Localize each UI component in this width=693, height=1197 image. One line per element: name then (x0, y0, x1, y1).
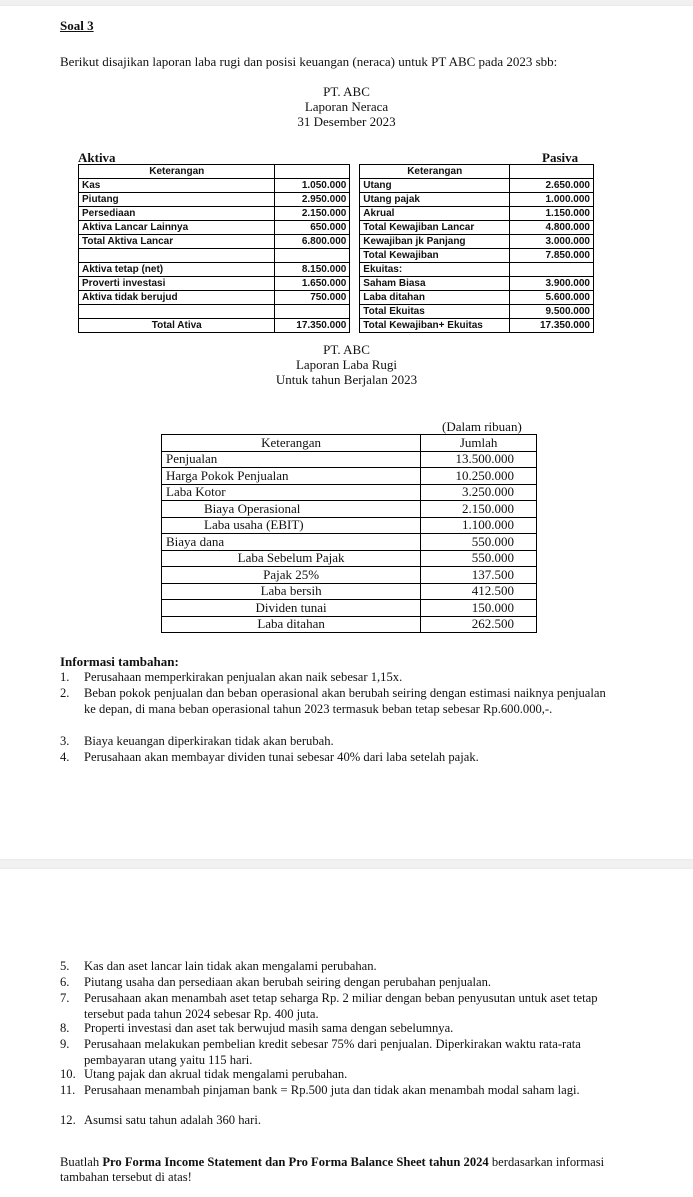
bs-aktiva-label: Piutang (79, 193, 275, 207)
info-item-text: Asumsi satu tahun adalah 360 hari. (84, 1113, 261, 1127)
document-page-2 (0, 869, 693, 1197)
info-item-number: 6. (60, 975, 70, 989)
is-row-value: 550.000 (421, 550, 537, 567)
info-item-number: 9. (60, 1037, 70, 1051)
bs-pasiva-value: 7.850.000 (510, 249, 594, 263)
bs-row (79, 319, 594, 333)
final-prefix: Buatlah (60, 1155, 103, 1169)
is-header-value: Jumlah (421, 435, 537, 452)
income-statement-table (161, 434, 537, 633)
aktiva-label: Aktiva (78, 150, 116, 165)
info-item-text: Beban pokok penjualan dan beban operasional akan berubah seiring dengan estimasi naiknya penjualan ke depan, di mana beban operasional tahun 2023 termasuk beban tetap sebesar Rp.600.000,-. (84, 686, 606, 716)
bs-aktiva-label: Persediaan (79, 207, 275, 221)
bs-aktiva-value: 6.800.000 (275, 235, 350, 249)
bs-pasiva-label: Total Kewajiban Lancar (360, 221, 510, 235)
info-item-text: Perusahaan melakukan pembelian kredit sebesar 75% dari penjualan. Diperkirakan waktu rata-rata pembayaran utang yaitu 115 hari. (84, 1037, 581, 1067)
is-row-value: 3.250.000 (421, 484, 537, 501)
info-item-text: Properti investasi dan aset tak berwujud masih sama dengan sebelumnya. (84, 1021, 454, 1035)
bs-header-left: Keterangan (79, 165, 275, 179)
is-row (162, 600, 537, 617)
bs-row (79, 193, 594, 207)
bs-aktiva-label: Kas (79, 179, 275, 193)
question-title: Soal 3 (60, 18, 94, 33)
info-item-text: Kas dan aset lancar lain tidak akan mengalami perubahan. (84, 959, 377, 973)
final-bold: Pro Forma Income Statement dan Pro Forma Balance Sheet tahun 2024 (102, 1155, 489, 1169)
info-item-text: Perusahaan akan membayar dividen tunai sebesar 40% dari laba setelah pajak. (84, 750, 479, 764)
info-item-number: 8. (60, 1021, 70, 1035)
bs-pasiva-value: 2.650.000 (510, 179, 594, 193)
bs-row (79, 305, 594, 319)
bs-aktiva-value: 2.150.000 (275, 207, 350, 221)
bs-aktiva-label (79, 305, 275, 319)
bs-row (79, 291, 594, 305)
is-header-row (162, 435, 537, 452)
balance-sheet-table (78, 164, 594, 333)
is-row-label: Laba bersih (162, 583, 421, 600)
is-row (162, 517, 537, 534)
bs-pasiva-label: Laba ditahan (360, 291, 510, 305)
pasiva-label: Pasiva (542, 150, 579, 165)
is-period: Untuk tahun Berjalan 2023 (275, 372, 418, 387)
is-row-value: 550.000 (421, 534, 537, 551)
intro-text: Berikut disajikan laporan laba rugi dan posisi keuangan (neraca) untuk PT ABC pada 2023 sbb: (60, 54, 558, 69)
bs-row (79, 263, 594, 277)
bs-pasiva-value: 17.350.000 (510, 319, 594, 333)
info-item-number: 10. (60, 1067, 76, 1081)
info-item-number: 2. (60, 686, 70, 700)
info-item-number: 3. (60, 734, 70, 748)
bs-date: 31 Desember 2023 (297, 114, 396, 129)
bs-aktiva-label (79, 249, 275, 263)
is-row-label: Laba ditahan (162, 616, 421, 633)
is-row (162, 534, 537, 551)
bs-aktiva-value: 8.150.000 (275, 263, 350, 277)
is-row-value: 1.100.000 (421, 517, 537, 534)
bs-aktiva-label: Total Aktiva Lancar (79, 235, 275, 249)
is-company: PT. ABC (323, 342, 370, 357)
bs-aktiva-value: 17.350.000 (275, 319, 350, 333)
bs-company: PT. ABC (323, 84, 370, 99)
bs-aktiva-value: 650.000 (275, 221, 350, 235)
info-item-text: Utang pajak dan akrual tidak mengalami perubahan. (84, 1067, 348, 1081)
info-item-number: 1. (60, 670, 70, 684)
bs-pasiva-value: 5.600.000 (510, 291, 594, 305)
bs-title: Laporan Neraca (304, 99, 389, 114)
bs-row (79, 207, 594, 221)
bs-row (79, 235, 594, 249)
info-title: Informasi tambahan: (60, 654, 179, 669)
bs-pasiva-label: Kewajiban jk Panjang (360, 235, 510, 249)
bs-aktiva-label: Total Ativa (79, 319, 275, 333)
info-item-number: 5. (60, 959, 70, 973)
is-row-value: 150.000 (421, 600, 537, 617)
bs-aktiva-label: Aktiva tidak berujud (79, 291, 275, 305)
bs-pasiva-label: Total Kewajiban (360, 249, 510, 263)
bs-aktiva-value: 1.050.000 (275, 179, 350, 193)
bs-aktiva-value: 750.000 (275, 291, 350, 305)
is-row-value: 10.250.000 (421, 468, 537, 485)
bs-aktiva-value (275, 305, 350, 319)
bs-aktiva-value (275, 249, 350, 263)
is-row-value: 137.500 (421, 567, 537, 584)
bs-header-right: Keterangan (360, 165, 510, 179)
bs-row (79, 179, 594, 193)
is-row-label: Laba Sebelum Pajak (162, 550, 421, 567)
bs-pasiva-value: 4.800.000 (510, 221, 594, 235)
is-unit: (Dalam ribuan) (442, 419, 522, 434)
bs-pasiva-label: Total Ekuitas (360, 305, 510, 319)
bs-aktiva-value: 1.650.000 (275, 277, 350, 291)
is-row (162, 468, 537, 485)
final-suffix: berdasarkan informasi tambahan tersebut di atas! (60, 1155, 605, 1184)
info-item-number: 12. (60, 1113, 76, 1127)
bs-pasiva-label: Ekuitas: (360, 263, 510, 277)
is-row (162, 616, 537, 633)
bs-row (79, 221, 594, 235)
bs-pasiva-label: Akrual (360, 207, 510, 221)
bs-row (79, 277, 594, 291)
bs-pasiva-value: 9.500.000 (510, 305, 594, 319)
is-row (162, 451, 537, 468)
bs-pasiva-value (510, 263, 594, 277)
bs-pasiva-label: Total Kewajiban+ Ekuitas (360, 319, 510, 333)
bs-aktiva-label: Aktiva tetap (net) (79, 263, 275, 277)
bs-pasiva-value: 1.150.000 (510, 207, 594, 221)
bs-aktiva-value: 2.950.000 (275, 193, 350, 207)
is-row (162, 583, 537, 600)
bs-aktiva-label: Aktiva Lancar Lainnya (79, 221, 275, 235)
is-row-label: Penjualan (162, 451, 421, 468)
bs-aktiva-label: Proverti investasi (79, 277, 275, 291)
is-row-label: Biaya dana (162, 534, 421, 551)
bs-pasiva-value: 3.000.000 (510, 235, 594, 249)
is-row-value: 13.500.000 (421, 451, 537, 468)
is-row-value: 262.500 (421, 616, 537, 633)
bs-pasiva-value: 1.000.000 (510, 193, 594, 207)
is-row (162, 501, 537, 518)
info-item-text: Piutang usaha dan persediaan akan berubah seiring dengan perubahan penjualan. (84, 975, 492, 989)
is-row-label: Biaya Operasional (162, 501, 421, 518)
document-page-1 (0, 6, 693, 859)
info-item-text: Perusahaan akan menambah aset tetap seharga Rp. 2 miliar dengan beban penyusutan untuk aset tetap tersebut pada tahun 2024 sebesar Rp. 400 juta. (84, 991, 598, 1021)
is-row-value: 412.500 (421, 583, 537, 600)
info-item-number: 4. (60, 750, 70, 764)
bs-pasiva-label: Utang pajak (360, 193, 510, 207)
is-header-label: Keterangan (162, 435, 421, 452)
is-row-label: Laba usaha (EBIT) (162, 517, 421, 534)
is-row-label: Dividen tunai (162, 600, 421, 617)
is-row (162, 567, 537, 584)
info-item-text: Perusahaan memperkirakan penjualan akan naik sebesar 1,15x. (84, 670, 403, 684)
info-item-number: 7. (60, 991, 70, 1005)
is-row-label: Harga Pokok Penjualan (162, 468, 421, 485)
bs-pasiva-value: 3.900.000 (510, 277, 594, 291)
is-row-label: Pajak 25% (162, 567, 421, 584)
bs-header-row (79, 165, 594, 179)
is-row (162, 550, 537, 567)
info-item-number: 11. (60, 1083, 76, 1097)
info-item-text: Biaya keuangan diperkirakan tidak akan berubah. (84, 734, 334, 748)
final-instruction (60, 1155, 625, 1185)
is-row-label: Laba Kotor (162, 484, 421, 501)
is-title: Laporan Laba Rugi (295, 357, 398, 372)
is-row (162, 484, 537, 501)
bs-pasiva-label: Saham Biasa (360, 277, 510, 291)
is-row-value: 2.150.000 (421, 501, 537, 518)
bs-pasiva-label: Utang (360, 179, 510, 193)
bs-row (79, 249, 594, 263)
info-item-text: Perusahaan menambah pinjaman bank = Rp.500 juta dan tidak akan menambah modal saham lagi. (84, 1083, 580, 1097)
